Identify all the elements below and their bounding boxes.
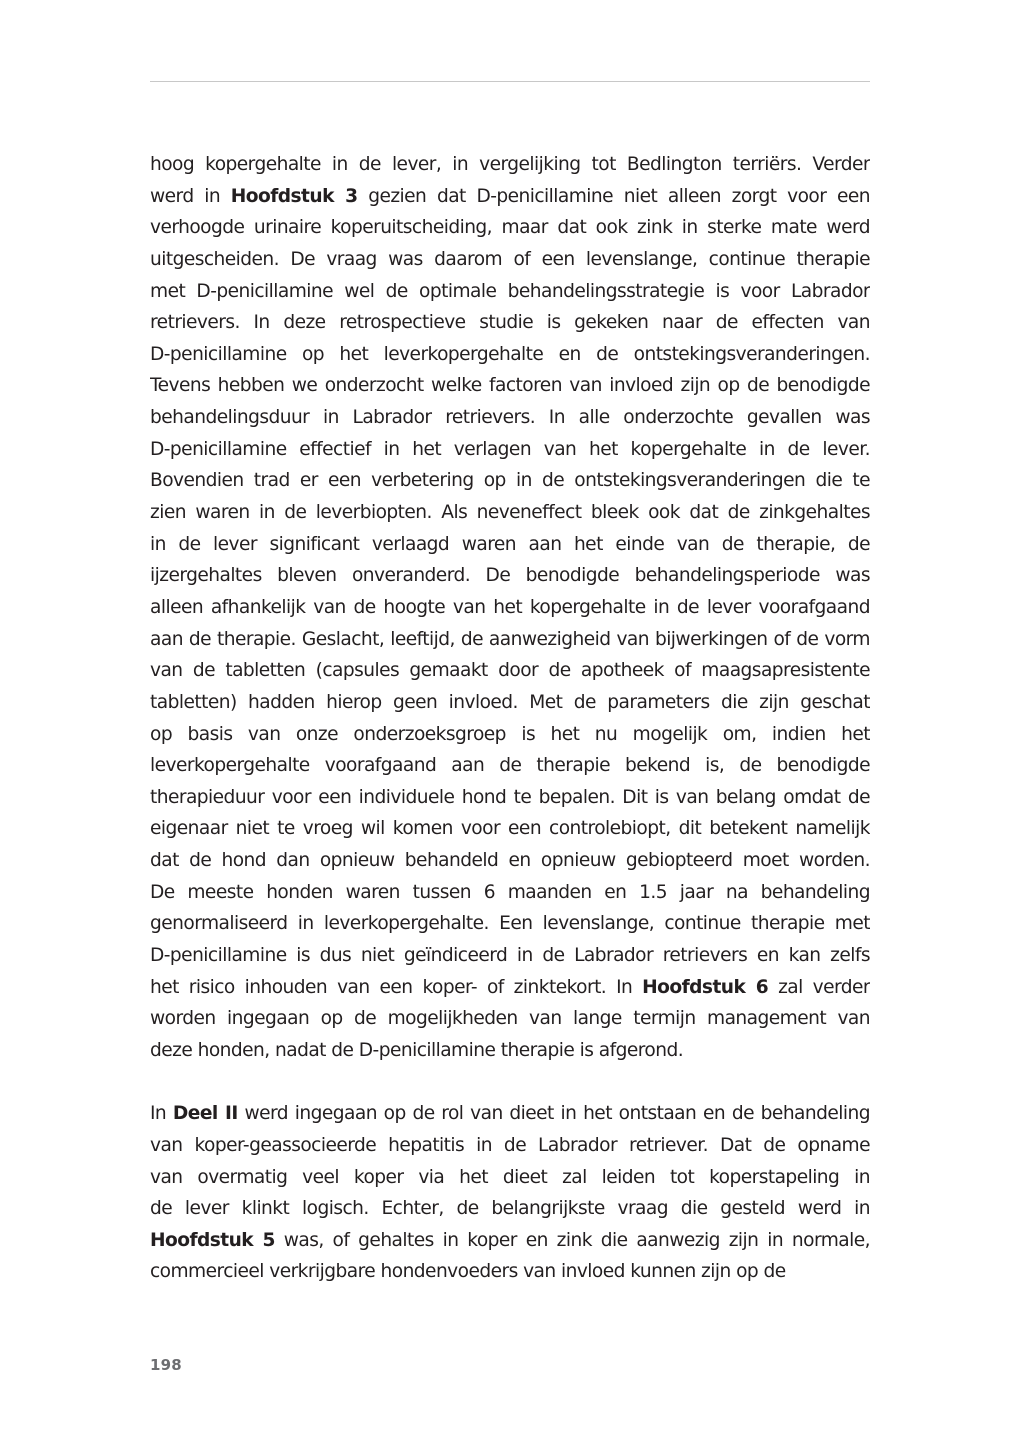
text-run: gezien dat D-penicillamine niet alleen zorgt voor een xyxy=(357,185,870,207)
text-run: commercieel verkrijgbare hondenvoeders van invloed kunnen zijn op de xyxy=(150,1261,786,1283)
text-line xyxy=(150,434,870,466)
text-run: therapieduur voor een individuele hond te bepalen. Dit is van belang omdat de xyxy=(150,786,870,808)
text-run: alleen afhankelijk van de hoogte van het kopergehalte in de lever voorafgaand xyxy=(150,596,870,618)
text-line xyxy=(150,276,870,308)
text-run: verhoogde urinaire koperuitscheiding, maar dat ook zink in sterke mate werd xyxy=(150,217,870,239)
text-run: tabletten) hadden hierop geen invloed. Met de parameters die zijn geschat xyxy=(150,691,870,713)
text-line xyxy=(150,212,870,244)
text-run: werd ingegaan op de rol van dieet in het ontstaan en de behandeling xyxy=(237,1103,870,1125)
text-line xyxy=(150,877,870,909)
text-line xyxy=(150,782,870,814)
text-run: dat de hond dan opnieuw behandeld en opnieuw gebiopteerd moet worden. xyxy=(150,850,870,872)
text-line xyxy=(150,908,870,940)
text-line xyxy=(150,972,870,1004)
text-line xyxy=(150,1130,870,1162)
text-line xyxy=(150,655,870,687)
text-line xyxy=(150,244,870,276)
text-line xyxy=(150,624,870,656)
chapter-reference: Deel II xyxy=(172,1103,238,1125)
text-run: aan de therapie. Geslacht, leeftijd, de aanwezigheid van bijwerkingen of de vorm xyxy=(150,628,870,650)
chapter-reference: Hoofdstuk 3 xyxy=(230,185,358,207)
text-run: uitgescheiden. De vraag was daarom of een levenslange, continue therapie xyxy=(150,248,870,270)
text-line xyxy=(150,813,870,845)
text-run: Tevens hebben we onderzocht welke factoren van invloed zijn op de benodigde xyxy=(150,375,870,397)
chapter-reference: Hoofdstuk 6 xyxy=(642,976,769,998)
text-run: eigenaar niet te vroeg wil komen voor een controlebiopt, dit betekent namelijk xyxy=(150,818,870,840)
chapter-reference: Hoofdstuk 5 xyxy=(150,1229,275,1251)
text-run: in de lever significant verlaagd waren aan het einde van de therapie, de xyxy=(150,533,870,555)
text-run: zal verder xyxy=(768,976,870,998)
text-line xyxy=(150,845,870,877)
text-run: hoog kopergehalte in de lever, in vergelijking tot Bedlington terriërs. Verder xyxy=(150,154,870,175)
text-run: Bovendien trad er een verbetering op in de ontstekingsveranderingen die te xyxy=(150,470,870,492)
text-line xyxy=(150,1162,870,1194)
header-rule xyxy=(150,81,870,82)
text-line xyxy=(150,149,870,181)
text-run: behandelingsduur in Labrador retrievers. In alle onderzochte gevallen was xyxy=(150,407,870,429)
text-line xyxy=(150,529,870,561)
text-run: was, of gehaltes in koper en zink die aanwezig zijn in normale, xyxy=(274,1229,870,1251)
text-run: D-penicillamine is dus niet geïndiceerd in de Labrador retrievers en kan zelfs xyxy=(150,945,870,967)
page-number: 198 xyxy=(150,1356,182,1374)
text-line xyxy=(150,750,870,782)
text-line xyxy=(150,719,870,751)
text-line xyxy=(150,465,870,497)
text-line xyxy=(150,940,870,972)
text-run: van overmatig veel koper via het dieet zal leiden tot koperstapeling in xyxy=(150,1166,870,1188)
text-line xyxy=(150,497,870,529)
text-line xyxy=(150,1256,870,1288)
paragraph-gap xyxy=(150,1067,870,1099)
text-line xyxy=(150,687,870,719)
text-run: In xyxy=(150,1103,173,1125)
text-run: D-penicillamine op het leverkopergehalte en de ontstekingsveranderingen. xyxy=(150,343,870,365)
text-line xyxy=(150,339,870,371)
text-run: op basis van onze onderzoeksgroep is het nu mogelijk om, indien het xyxy=(150,723,870,745)
text-run: De meeste honden waren tussen 6 maanden en 1.5 jaar na behandeling xyxy=(150,881,870,903)
text-line xyxy=(150,1003,870,1035)
text-run: D-penicillamine effectief in het verlagen van het kopergehalte in de lever. xyxy=(150,438,870,460)
text-run: leverkopergehalte voorafgaand aan de therapie bekend is, de benodigde xyxy=(150,755,870,777)
text-run: genormaliseerd in leverkopergehalte. Een levenslange, continue therapie met xyxy=(150,913,870,935)
text-run: deze honden, nadat de D-penicillamine therapie is afgerond. xyxy=(150,1039,684,1061)
text-run: retrievers. In deze retrospectieve studie is gekeken naar de effecten van xyxy=(150,312,870,334)
body-text xyxy=(150,149,870,1288)
text-run: het risico inhouden van een koper- of zinktekort. In xyxy=(150,976,643,998)
text-line xyxy=(150,370,870,402)
text-line xyxy=(150,307,870,339)
text-line xyxy=(150,1035,870,1067)
paragraph xyxy=(150,149,870,1067)
text-line xyxy=(150,592,870,624)
text-run: zien waren in de leverbiopten. Als neveneffect bleek ook dat de zinkgehaltes xyxy=(150,502,870,524)
text-run: van koper-geassocieerde hepatitis in de Labrador retriever. Dat de opname xyxy=(150,1134,870,1156)
text-run: de lever klinkt logisch. Echter, de belangrijkste vraag die gesteld werd in xyxy=(150,1198,870,1220)
text-line xyxy=(150,402,870,434)
text-line xyxy=(150,1098,870,1130)
text-run: werd in xyxy=(150,185,231,207)
text-run: van de tabletten (capsules gemaakt door de apotheek of maagsapresistente xyxy=(150,660,870,682)
text-line xyxy=(150,1225,870,1257)
paragraph xyxy=(150,1098,870,1288)
text-run: worden ingegaan op de mogelijkheden van lange termijn management van xyxy=(150,1008,870,1030)
text-line xyxy=(150,181,870,213)
text-line xyxy=(150,1193,870,1225)
text-line xyxy=(150,560,870,592)
text-run: met D-penicillamine wel de optimale behandelingsstrategie is voor Labrador xyxy=(150,280,870,302)
text-run: ijzergehaltes bleven onveranderd. De benodigde behandelingsperiode was xyxy=(150,565,870,587)
